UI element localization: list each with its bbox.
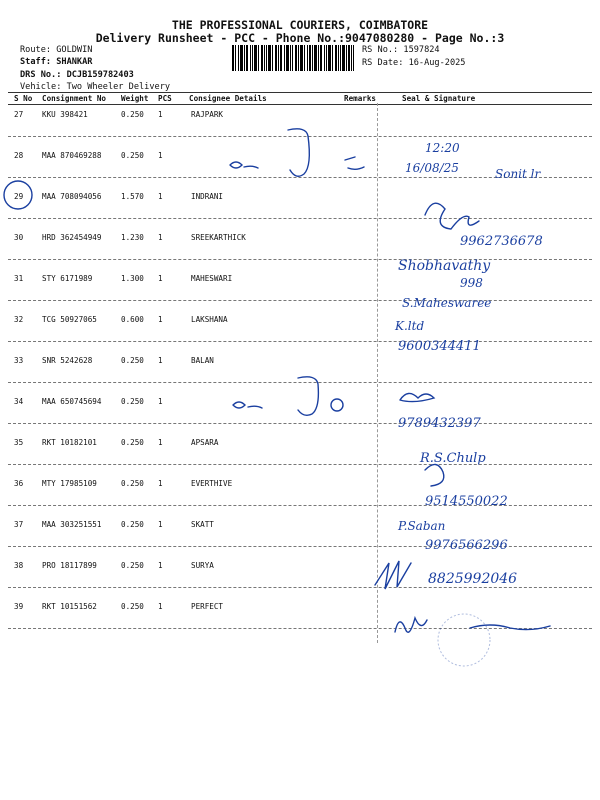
consignment-cell: STY 6171989: [42, 274, 93, 283]
handwritten-phone-row-38: 8825992046: [428, 571, 518, 587]
sno-cell: 31: [14, 274, 24, 283]
weight-cell: 0.250: [121, 479, 144, 488]
handwritten-phone-row-32: 9600344411: [398, 339, 481, 354]
handwritten-name-row-35: R.S.Chulp: [420, 451, 486, 466]
consignee-cell: RAJPARK: [191, 110, 224, 119]
consignment-cell: RKT 10151562: [42, 602, 97, 611]
staff-label: Staff: SHANKAR: [20, 57, 93, 67]
weight-cell: 0.250: [121, 602, 144, 611]
pcs-cell: 1: [158, 561, 163, 570]
tick-mark-row-28: [288, 129, 309, 176]
pcs-cell: 1: [158, 397, 163, 406]
weight-cell: 0.250: [121, 151, 144, 160]
runsheet-subtitle: Delivery Runsheet - PCC - Phone No.:9047080280 - Page No.:3: [95, 31, 505, 45]
pcs-cell: 1: [158, 192, 163, 201]
col-sno: S No: [14, 94, 33, 103]
consignment-cell: RKT 10182101: [42, 438, 97, 447]
dash-mark-row-28: [345, 157, 364, 169]
consignee-cell: SURYA: [191, 561, 214, 570]
pcs-cell: 1: [158, 602, 163, 611]
handwritten-time: 12:20: [425, 141, 460, 155]
handwritten-name-row-31: S.Maheswaree: [402, 296, 492, 310]
sno-cell: 27: [14, 110, 24, 119]
ditto-mark-row-28: [230, 162, 258, 168]
pcs-cell: 1: [158, 520, 163, 529]
consignee-cell: MAHESWARI: [191, 274, 233, 283]
weight-cell: 0.250: [121, 110, 144, 119]
sno-cell: 29: [14, 192, 24, 201]
sno-cell: 30: [14, 233, 24, 242]
col-consignee: Consignee Details: [189, 94, 267, 103]
consignment-cell: SNR 5242628: [42, 356, 93, 365]
handwritten-phone-row-37: 9976566296: [425, 538, 508, 553]
sno-cell: 36: [14, 479, 24, 488]
consignment-cell: MAA 303251551: [42, 520, 102, 529]
col-remarks: Remarks: [344, 94, 377, 103]
consignment-cell: TCG 50927065: [42, 315, 97, 324]
handwritten-phone-row-36: 9514550022: [425, 494, 508, 509]
rs-number: RS No.: 1597824: [362, 45, 440, 55]
signature-row-39: [395, 618, 550, 632]
weight-cell: 0.250: [121, 356, 144, 365]
col-seal-signature: Seal & Signature: [402, 94, 476, 103]
handwritten-phone-row-34: 9789432397: [398, 416, 481, 431]
consignee-cell: PERFECT: [191, 602, 224, 611]
row-29-circle-mark: [4, 181, 32, 209]
consignee-cell: SREEKARTHICK: [191, 233, 246, 242]
consignment-cell: MTY 17985109: [42, 479, 97, 488]
handwritten-name-row-37: P.Saban: [398, 519, 446, 533]
signature-row-35: [425, 464, 444, 486]
signature-row-33: [400, 393, 434, 401]
handwritten-phone-row-29: 9962736678: [460, 234, 543, 249]
pcs-cell: 1: [158, 315, 163, 324]
pcs-cell: 1: [158, 151, 163, 160]
consignment-cell: MAA 650745694: [42, 397, 102, 406]
pcs-cell: 1: [158, 479, 163, 488]
weight-cell: 0.250: [121, 397, 144, 406]
tick-mark-row-34: [298, 377, 318, 415]
consignee-cell: EVERTHIVE: [191, 479, 233, 488]
sno-cell: 37: [14, 520, 24, 529]
drs-number: DRS No.: DCJB159782403: [20, 70, 134, 80]
col-consignment: Consignment No: [42, 94, 107, 103]
sno-cell: 33: [14, 356, 24, 365]
pcs-cell: 1: [158, 438, 163, 447]
rs-date: RS Date: 16-Aug-2025: [362, 58, 466, 68]
signature-row-38: [375, 561, 411, 589]
sno-cell: 34: [14, 397, 24, 406]
handwritten-num-row-30: 998: [460, 276, 483, 290]
consignment-cell: KKU 398421: [42, 110, 88, 119]
col-pcs: PCS: [158, 94, 172, 103]
runsheet-title: THE PROFESSIONAL COURIERS, COIMBATORE: [171, 18, 429, 32]
handwritten-sign-row-28: Sonit lr: [495, 167, 541, 181]
sno-cell: 38: [14, 561, 24, 570]
consignee-cell: LAKSHANA: [191, 315, 228, 324]
sno-cell: 39: [14, 602, 24, 611]
consignee-cell: APSARA: [191, 438, 219, 447]
handwritten-date: 16/08/25: [405, 161, 459, 175]
consignment-cell: MAA 870469288: [42, 151, 102, 160]
consignment-cell: MAA 708094056: [42, 192, 102, 201]
weight-cell: 1.230: [121, 233, 144, 242]
weight-cell: 0.250: [121, 438, 144, 447]
weight-cell: 1.570: [121, 192, 144, 201]
sno-cell: 35: [14, 438, 24, 447]
consignment-cell: HRD 362454949: [42, 233, 102, 242]
route-label: Route: GOLDWIN: [20, 45, 93, 55]
consignee-cell: BALAN: [191, 356, 214, 365]
consignee-cell: SKATT: [191, 520, 214, 529]
pcs-cell: 1: [158, 356, 163, 365]
sno-cell: 28: [14, 151, 24, 160]
small-circle-row-34: [331, 399, 343, 411]
handwritten-name-row-32: K.ltd: [395, 319, 425, 333]
weight-cell: 0.600: [121, 315, 144, 324]
weight-cell: 0.250: [121, 561, 144, 570]
weight-cell: 1.300: [121, 274, 144, 283]
ditto-mark-row-34: [233, 402, 262, 408]
weight-cell: 0.250: [121, 520, 144, 529]
courier-stamp: [438, 614, 490, 666]
handwritten-name-row-30: Shobhavathy: [398, 258, 491, 274]
sno-cell: 32: [14, 315, 24, 324]
signature-row-29: [425, 203, 479, 229]
pcs-cell: 1: [158, 110, 163, 119]
pcs-cell: 1: [158, 233, 163, 242]
col-weight: Weight: [121, 94, 149, 103]
pcs-cell: 1: [158, 274, 163, 283]
consignee-cell: INDRANI: [191, 192, 224, 201]
vehicle-label: Vehicle: Two Wheeler Delivery: [20, 82, 171, 92]
consignment-cell: PRO 18117899: [42, 561, 97, 570]
